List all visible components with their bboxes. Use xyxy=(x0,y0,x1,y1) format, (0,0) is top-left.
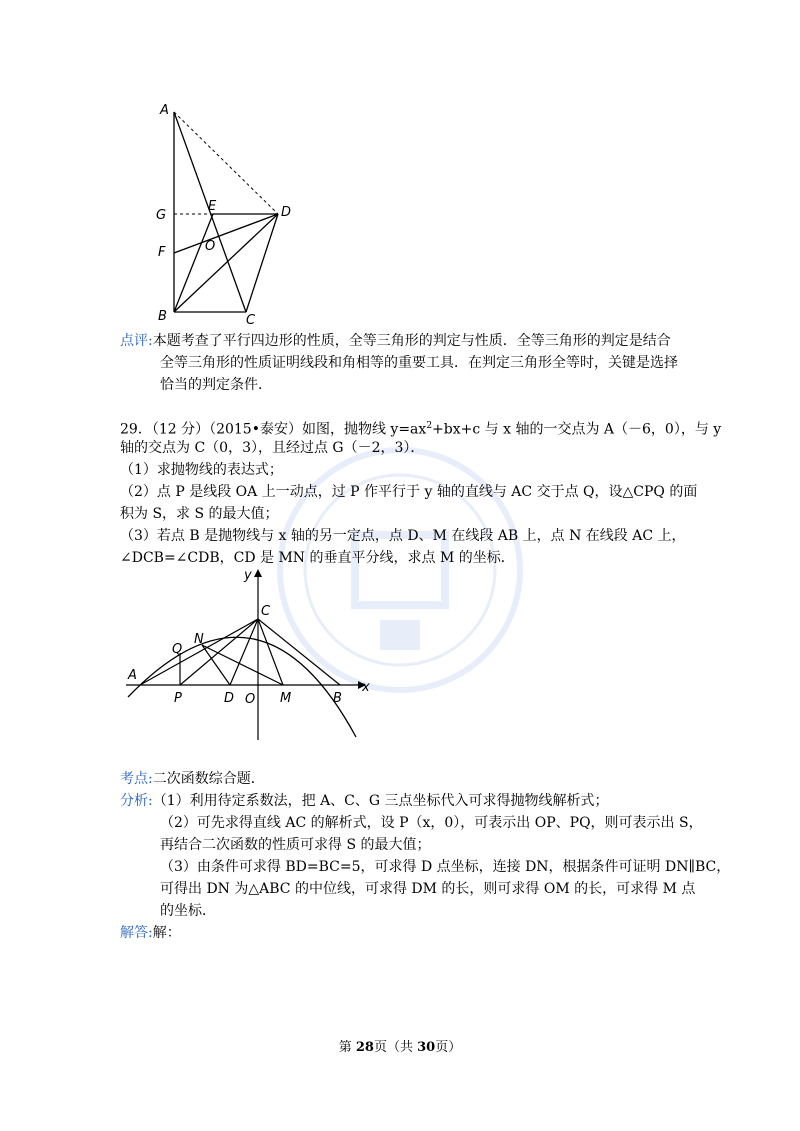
label-G: G xyxy=(156,208,167,223)
label-C: C xyxy=(246,313,256,328)
page-footer xyxy=(0,1036,800,1055)
label-A: A xyxy=(160,103,169,118)
question-3-b: ∠DCB=∠CDB，CD 是 MN 的垂直平分线，求点 M 的坐标． xyxy=(120,550,515,566)
fenxi-line-4: （3）由条件可求得 BD=BC=5，可求得 D 点坐标，连接 DN，根据条件可证明 DN∥BC， xyxy=(160,859,731,875)
label-x: x xyxy=(362,680,370,695)
kaodian-text: 二次函数综合题． xyxy=(152,771,265,787)
label-A: A xyxy=(128,668,137,683)
parallelogram-figure xyxy=(150,98,310,328)
review-tag: 点评: xyxy=(120,333,153,349)
review-line-3: 恰当的判定条件． xyxy=(160,377,272,393)
label-B: B xyxy=(333,691,342,706)
parabola-figure xyxy=(118,565,378,745)
label-E: E xyxy=(208,199,217,214)
label-D: D xyxy=(281,205,292,220)
jieda-text: 解： xyxy=(152,925,181,941)
footer-total-pages: 30 xyxy=(417,1040,436,1055)
review-line-2: 全等三角形的性质证明线段和角相等的重要工具．在判定三角形全等时，关键是选择 xyxy=(160,355,678,371)
question-2-b: 积为 S，求 S 的最大值； xyxy=(120,506,279,522)
fenxi-line-1 xyxy=(120,790,609,812)
label-y: y xyxy=(244,568,252,583)
jieda-tag: 解答: xyxy=(120,925,153,941)
question-3-a: （3）若点 B 是抛物线与 x 轴的另一定点，点 D、M 在线段 AB 上，点 N 在线段 AC 上， xyxy=(120,528,686,544)
fenxi-text-1: （1）利用待定系数法，把 A、C、G 三点坐标代入可求得抛物线解析式； xyxy=(152,793,609,809)
fenxi-tag: 分析: xyxy=(120,793,153,809)
question-1: （1）求抛物线的表达式； xyxy=(120,462,283,478)
jieda-line xyxy=(120,922,181,944)
label-D: D xyxy=(224,691,235,706)
label-O: O xyxy=(205,239,216,254)
label-F: F xyxy=(158,245,166,260)
problem-29-line-2: 轴的交点为 C（0，3），且经过点 G（－2，3）． xyxy=(120,440,425,456)
problem-29-superscript: 2 xyxy=(426,421,433,431)
label-M: M xyxy=(280,691,292,706)
review-text-1: 本题考查了平行四边形的性质，全等三角形的判定与性质．全等三角形的判定是结合 xyxy=(152,333,671,349)
fenxi-line-3: 再结合二次函数的性质可求得 S 的最大值； xyxy=(160,837,431,853)
fenxi-line-5: 可得出 DN 为△ABC 的中位线，可求得 DM 的长，则可求得 OM 的长，可求得 M 点 xyxy=(160,881,696,897)
fenxi-line-2: （2）可先求得直线 AC 的解析式，设 P（x，0），可表示出 OP、PQ，则可表示出 S， xyxy=(160,815,703,831)
kaodian-line xyxy=(120,768,265,790)
kaodian-tag: 考点: xyxy=(120,771,153,787)
label-Q: Q xyxy=(172,642,183,657)
footer-page-number: 28 xyxy=(355,1040,374,1055)
problem-29-text-a: 29．（12 分）（2015•泰安）如图，抛物线 y=ax xyxy=(120,421,427,438)
label-C: C xyxy=(261,604,271,619)
label-P: P xyxy=(174,691,182,706)
footer-post: 页） xyxy=(435,1040,462,1055)
review-line-1 xyxy=(120,330,671,352)
fenxi-line-6: 的坐标． xyxy=(160,903,216,919)
footer-mid: 页（共 xyxy=(373,1040,418,1055)
question-2-a: （2）点 P 是线段 OA 上一动点，过 P 作平行于 y 轴的直线与 AC 交于点 Q，设△CPQ 的面 xyxy=(120,484,698,500)
label-B: B xyxy=(158,309,167,324)
footer-pre: 第 xyxy=(338,1040,356,1055)
label-N: N xyxy=(194,632,204,647)
problem-29-text-b: +bx+c 与 x 轴的一交点为 A（－6，0），与 y xyxy=(432,421,722,438)
label-O: O xyxy=(245,692,256,707)
